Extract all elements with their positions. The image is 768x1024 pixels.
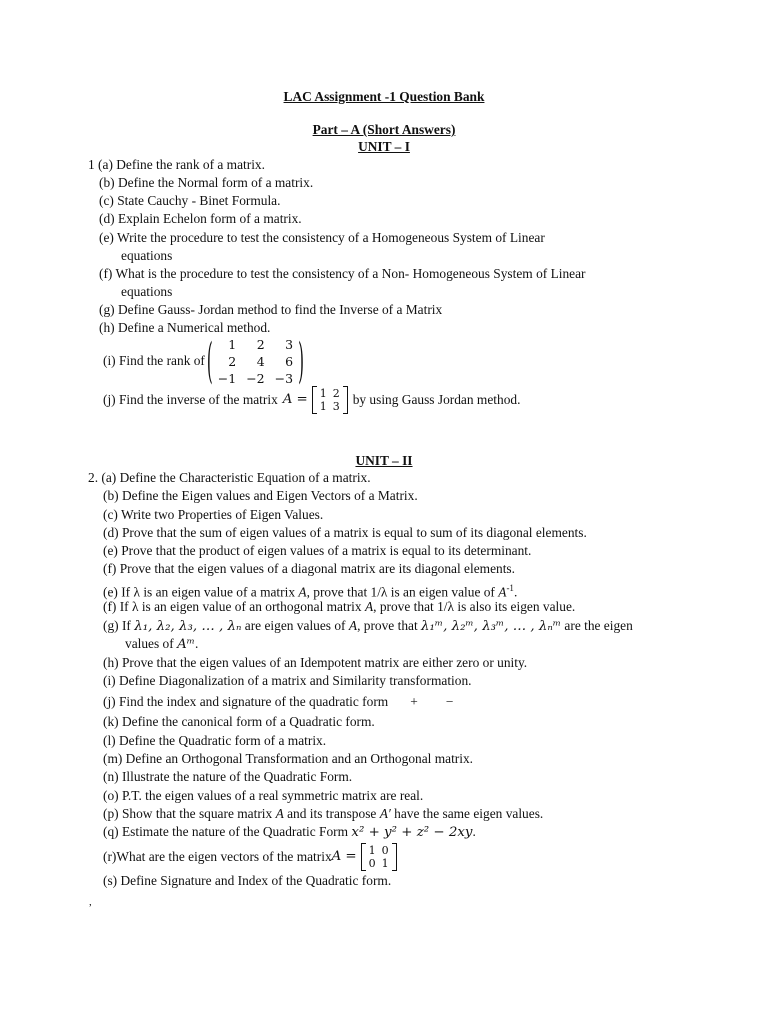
- left-paren: (: [206, 332, 213, 390]
- question-2l: (l) Define the Quadratic form of a matrix.: [103, 733, 327, 748]
- question-2b: (b) Define the Eigen values and Eigen Vectors of a Matrix.: [103, 488, 418, 503]
- document-title: LAC Assignment -1 Question Bank: [283, 89, 485, 104]
- right-paren: ): [298, 332, 304, 390]
- part-heading: Part – A (Short Answers): [312, 122, 456, 137]
- unit-2-heading: UNIT – II: [355, 453, 413, 468]
- question-2e-second: (e) If λ is an eigen value of a matrix A, prove that 1/λ is an eigen value of $A^{-1}$.: [103, 583, 518, 600]
- question-1b: (b) Define the Normal form of a matrix.: [99, 175, 314, 190]
- question-2n: (n) Illustrate the nature of the Quadratic Form.: [103, 769, 353, 784]
- question-1g: (g) Define Gauss- Jordan method to find the Inverse of a Matrix: [99, 302, 443, 317]
- question-1e: (e) Write the procedure to test the consistency of a Homogeneous System of Linear: [99, 230, 545, 245]
- question-1f: (f) What is the procedure to test the consistency of a Non- Homogeneous System of Linear: [99, 266, 586, 281]
- question-2s: (s) Define Signature and Index of the Quadratic form.: [103, 873, 392, 888]
- matrix-var: A: [282, 392, 293, 407]
- question-2r: (r)What are the eigen vectors of the matrix A = 1 0 0 1: [103, 841, 397, 873]
- question-1j: (j) Find the inverse of the matrix A = 1 2 1 3 by using Gauss Jordan method.: [103, 387, 521, 413]
- question-2i: (i) Define Diagonalization of a matrix and Similarity transformation.: [103, 673, 472, 688]
- question-1j-post: by using Gauss Jordan method.: [352, 392, 521, 407]
- question-1e-cont: equations: [121, 248, 173, 263]
- question-1d: (d) Explain Echelon form of a matrix.: [99, 211, 302, 226]
- question-2m: (m) Define an Orthogonal Transformation and an Orthogonal matrix.: [103, 751, 474, 766]
- rank-matrix: ( 1 2 3 2 4 6 −1 −2 −3 ): [206, 332, 304, 390]
- question-1a: 1 (a) Define the rank of a matrix.: [88, 157, 265, 172]
- question-2j: (j) Find the index and signature of the quadratic form + −: [103, 694, 454, 709]
- question-1j-text: (j) Find the inverse of the matrix: [103, 392, 278, 407]
- unit-1-heading: UNIT – I: [358, 139, 410, 154]
- question-2a: 2. (a) Define the Characteristic Equation of a matrix.: [88, 470, 371, 485]
- question-1c: (c) State Cauchy - Binet Formula.: [99, 193, 281, 208]
- question-2g: (g) If λ₁, λ₂, λ₃, … , λₙ are eigen values of A, prove that λ₁ᵐ, λ₂ᵐ, λ₃ᵐ, … , λₙᵐ are the eigen: [103, 618, 633, 634]
- question-2k: (k) Define the canonical form of a Quadratic form.: [103, 714, 375, 729]
- question-2f-second: (f) If λ is an eigen value of an orthogonal matrix A, prove that 1/λ is also its eigen value.: [103, 599, 576, 614]
- question-2e: (e) Prove that the product of eigen values of a matrix is equal to its determinant.: [103, 543, 532, 558]
- question-2h: (h) Prove that the eigen values of an Idempotent matrix are either zero or unity.: [103, 655, 528, 670]
- question-2d: (d) Prove that the sum of eigen values of a matrix is equal to sum of its diagonal elements.: [103, 525, 587, 540]
- question-2o: (o) P.T. the eigen values of a real symmetric matrix are real.: [103, 788, 424, 803]
- question-1i: [103, 332, 304, 390]
- question-2f: (f) Prove that the eigen values of a diagonal matrix are its diagonal elements.: [103, 561, 515, 576]
- eigen-matrix: 1 0 0 1: [361, 843, 397, 871]
- question-2g-cont: values of Aᵐ.: [125, 636, 199, 652]
- stray-mark: ,: [89, 896, 92, 908]
- question-1f-cont: equations: [121, 284, 173, 299]
- question-1h: (h) Define a Numerical method.: [99, 320, 271, 335]
- inverse-matrix: 1 2 1 3: [312, 386, 348, 414]
- question-2p: (p) Show that the square matrix A and its transpose A′ have the same eigen values.: [103, 806, 544, 821]
- question-1i-text: (i) Find the rank of: [103, 353, 205, 368]
- question-2q: (q) Estimate the nature of the Quadratic Form x² + y² + z² − 2xy.: [103, 824, 476, 840]
- question-2c: (c) Write two Properties of Eigen Values.: [103, 507, 324, 522]
